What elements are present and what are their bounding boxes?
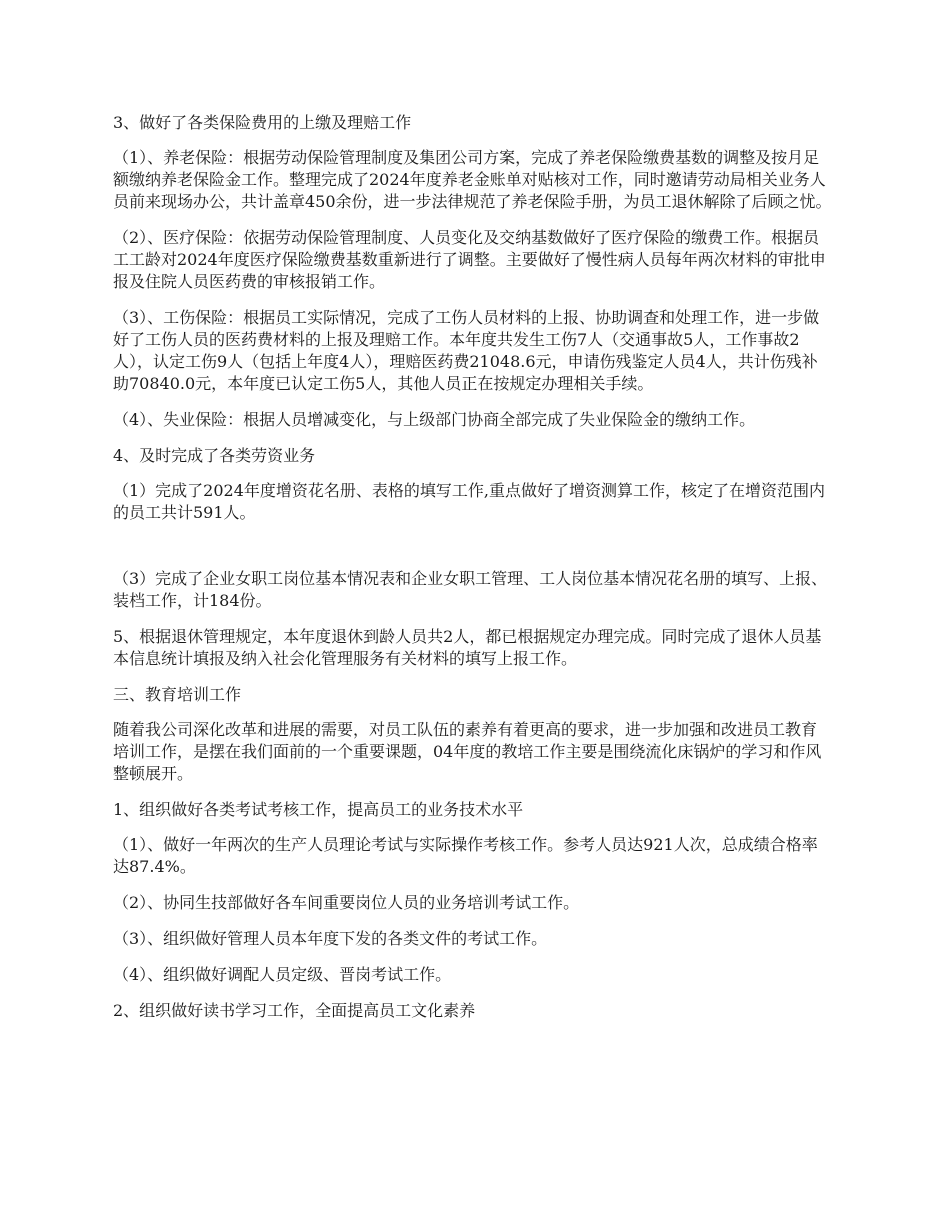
paragraph-unemployment-insurance: （4）、失业保险：根据人员增减变化，与上级部门协商全部完成了失业保险金的缴纳工作。 [113,410,756,429]
paragraph-retirement: 5、根据退休管理规定，本年度退休到龄人员共2人，都已根据规定办理完成。同时完成了退休人员基本信息统计填报及纳入社会化管理服务有关材料的填写上报工作。 [113,627,822,668]
section-heading-exams: 1、组织做好各类考试考核工作，提高员工的业务技术水平 [113,800,524,819]
paragraph-injury-insurance: （3）、工伤保险：根据员工实际情况，完成了工伤人员材料的上报、协助调查和处理工作，进一步做好了工伤人员的医药费材料的上报及理赔工作。本年度共发生工伤7人（交通事故5人，工作事故2人），认定工伤9人（包括上年度4人），理赔医药费21048.6元，申请伤残鉴定人员4人，共计伤残补助70840.0元，本年度已认定工伤5人，其他人员正在按规定办理相关手续。 [113,308,820,393]
section-heading-education-training: 三、教育培训工作 [113,685,242,704]
blank-gap [113,538,832,568]
section-heading-reading-study: 2、组织做好读书学习工作，全面提高员工文化素养 [113,1001,476,1020]
paragraph-production-exams: （1）、做好一年两次的生产人员理论考试与实际操作考核工作。参考人员达921人次，总成绩合格率达87.4%。 [113,835,818,876]
paragraph-document-exams: （3）、组织做好管理人员本年度下发的各类文件的考试工作。 [113,929,548,948]
paragraph-salary-roster: （1）完成了2024年度增资花名册、表格的填写工作,重点做好了增资测算工作，核定了在增资范围内的员工共计591人。 [113,481,825,522]
paragraph-female-staff-forms: （3）完成了企业女职工岗位基本情况表和企业女职工管理、工人岗位基本情况花名册的填写、上报、装档工作，计184份。 [113,569,828,610]
paragraph-training-intro: 随着我公司深化改革和进展的需要，对员工队伍的素养有着更高的要求，进一步加强和改进员工教育培训工作，是摆在我们面前的一个重要课题，04年度的教培工作主要是围绕流化床锅炉的学习和作风整顿展开。 [113,720,822,783]
paragraph-grading-exams: （4）、组织做好调配人员定级、晋岗考试工作。 [113,965,452,984]
paragraph-key-post-training: （2）、协同生技部做好各车间重要岗位人员的业务培训考试工作。 [113,893,580,912]
paragraph-medical-insurance: （2）、医疗保险：依据劳动保险管理制度、人员变化及交纳基数做好了医疗保险的缴费工作。根据员工工龄对2024年度医疗保险缴费基数重新进行了调整。主要做好了慢性病人员每年两次材料的审批申报及住院人员医药费的审核报销工作。 [113,228,826,291]
section-heading-labor-affairs: 4、及时完成了各类劳资业务 [113,446,316,465]
paragraph-pension-insurance: （1）、养老保险：根据劳动保险管理制度及集团公司方案，完成了养老保险缴费基数的调整及按月足额缴纳养老保险金工作。整理完成了2024年度养老金账单对贴核对工作，同时邀请劳动局相关业务人员前来现场办公，共计盖章450余份，进一步法律规范了养老保险手册，为员工退休解除了后顾之忧。 [113,148,832,211]
section-heading-insurance: 3、做好了各类保险费用的上缴及理赔工作 [113,113,412,132]
